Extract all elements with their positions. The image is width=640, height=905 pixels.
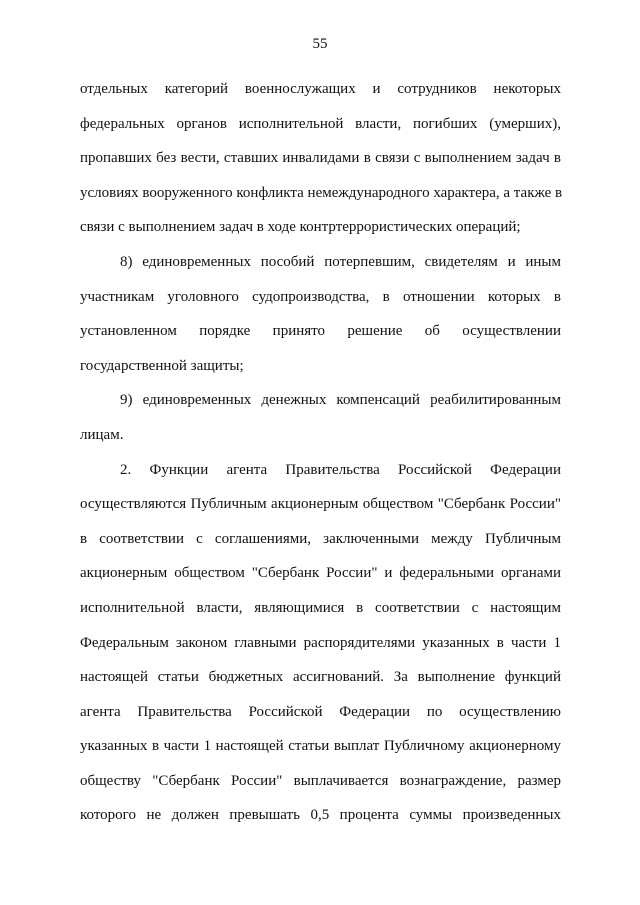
text-line: связи с выполнением задач в ходе контртеррористических операций; <box>80 219 521 236</box>
text-line: осуществляются Публичным акционерным обществом "Сбербанк России" <box>80 496 561 513</box>
text-line: акционерным обществом "Сбербанк России" и федеральными органами <box>80 565 561 582</box>
text-line: условиях вооруженного конфликта немеждународного характера, а также в <box>80 184 563 201</box>
text-line: федеральных органов исполнительной власти, погибших (умерших), <box>80 115 561 132</box>
body-text <box>80 72 561 833</box>
text-line: в соответствии с соглашениями, заключенными между Публичным <box>80 530 561 547</box>
text-line: исполнительной власти, являющимися в соответствии с настоящим <box>80 599 561 616</box>
text-line: пропавших без вести, ставших инвалидами в связи с выполнением задач в <box>80 150 561 167</box>
paragraph-start-line: 8) единовременных пособий потерпевшим, свидетелям и иным <box>120 253 561 270</box>
text-line: отдельных категорий военнослужащих и сотрудников некоторых <box>80 81 561 97</box>
text-line: указанных в части 1 настоящей статьи выплат Публичному акционерному <box>80 738 561 755</box>
page-number: 55 <box>312 36 328 52</box>
paragraph-start-line: 2. Функции агента Правительства Российской Федерации <box>120 461 561 478</box>
text-line: участникам уголовного судопроизводства, в отношении которых в <box>80 288 561 305</box>
paragraph-start-line: 9) единовременных денежных компенсаций реабилитированным <box>120 392 561 409</box>
text-line: установленном порядке принято решение об осуществлении <box>80 323 561 340</box>
text-line: обществу "Сбербанк России" выплачивается вознаграждение, размер <box>80 772 561 789</box>
text-line: лицам. <box>80 426 124 443</box>
text-line: государственной защиты; <box>80 357 244 374</box>
text-line: которого не должен превышать 0,5 процента суммы произведенных <box>80 807 561 824</box>
text-line: настоящей статьи бюджетных ассигнований. За выполнение функций <box>80 669 561 686</box>
text-line: Федеральным законом главными распорядителями указанных в части 1 <box>80 634 561 651</box>
text-line: агента Правительства Российской Федерации по осуществлению <box>80 703 561 720</box>
